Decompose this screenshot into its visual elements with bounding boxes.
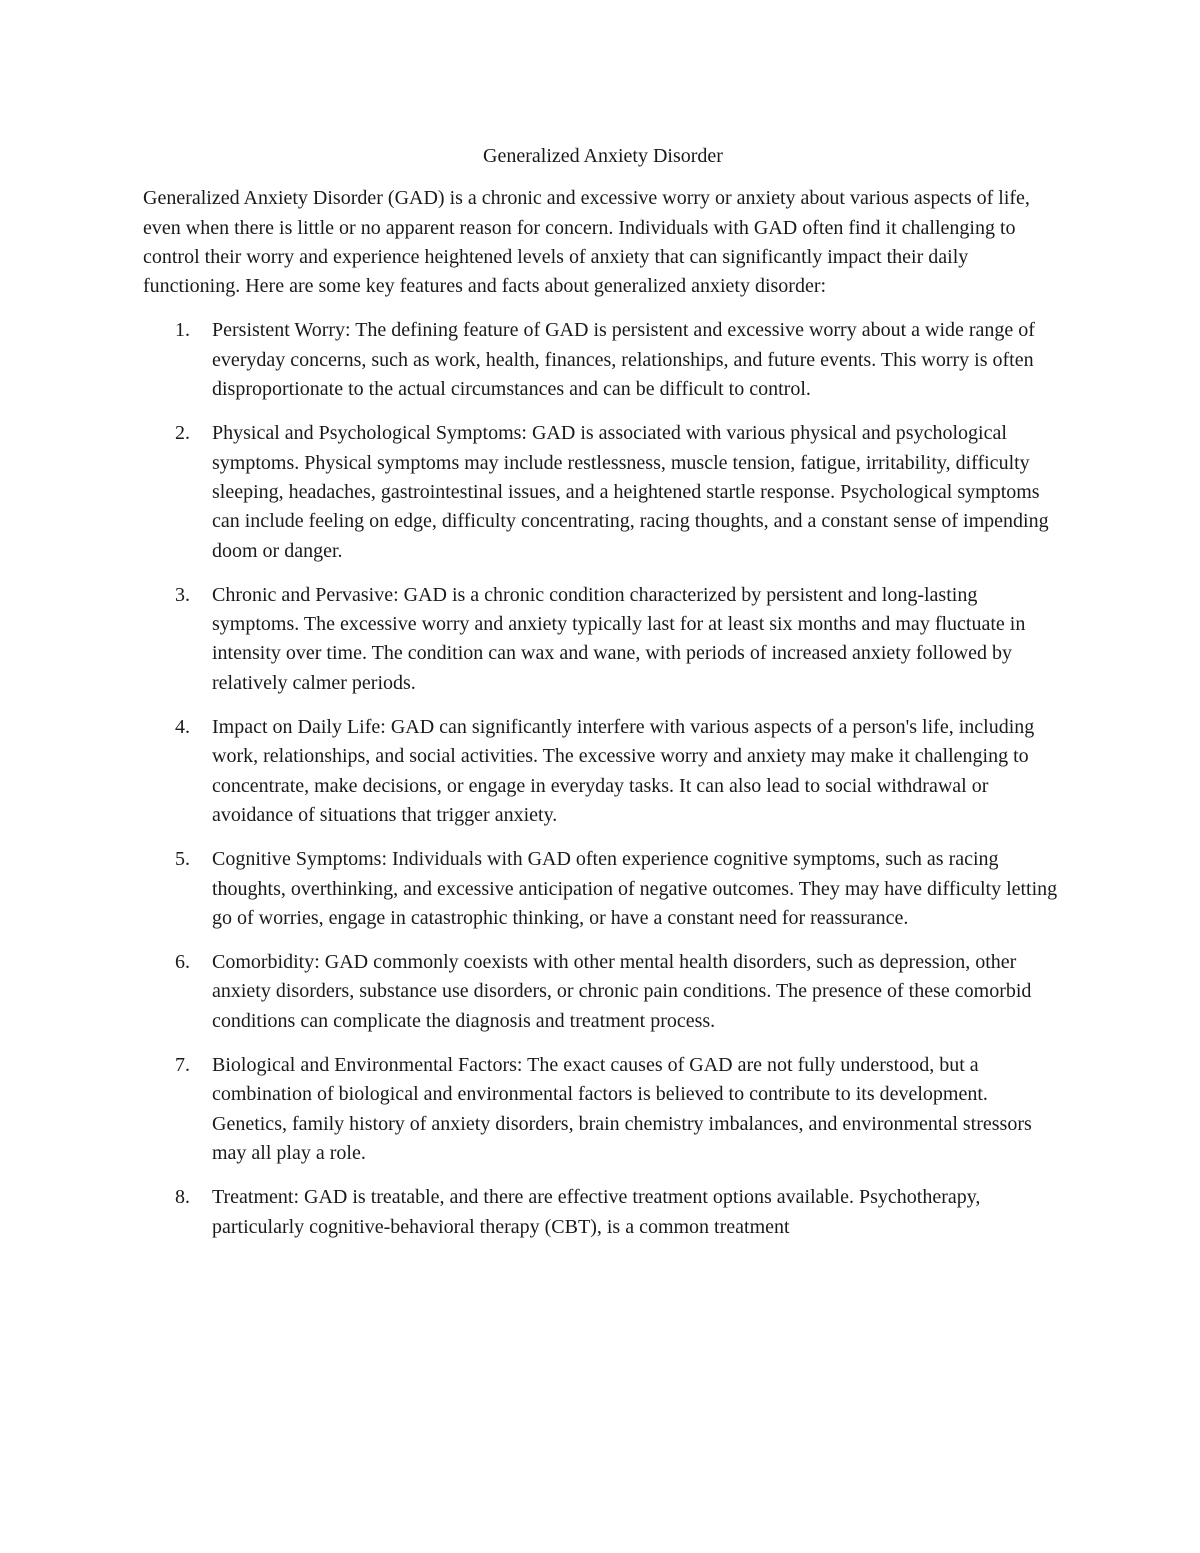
list-item-number: 3.	[175, 583, 190, 606]
list-item-number: 8.	[175, 1186, 190, 1209]
list-item-text: Comorbidity: GAD commonly coexists with other mental health disorders, such as depression, other anxiety disorders, substance use disorders, or chronic pain conditions. The presence of these comorbid conditions can complicate the diagnosis and treatment process.	[212, 951, 1032, 1032]
list-item	[143, 1183, 1063, 1242]
document-body	[143, 142, 1063, 1257]
key-features-list	[143, 316, 1063, 1241]
list-item	[143, 419, 1063, 565]
list-item-text: Biological and Environmental Factors: The exact causes of GAD are not fully understood, but a combination of biological and environmental factors is believed to contribute to its development. Genetics, family history of anxiety disorders, brain chemistry imbalances, and environmental stressors may all play a role.	[212, 1054, 1032, 1164]
list-item-number: 7.	[175, 1054, 190, 1077]
list-item	[143, 1051, 1063, 1168]
list-item-text: Chronic and Pervasive: GAD is a chronic condition characterized by persistent and long-lasting symptoms. The excessive worry and anxiety typically last for at least six months and may fluctuate in intensity over time. The condition can wax and wane, with periods of increased anxiety followed by relatively calmer periods.	[212, 583, 1026, 694]
list-item-number: 1.	[175, 319, 190, 342]
document-title: Generalized Anxiety Disorder	[483, 145, 723, 167]
list-item-number: 6.	[175, 951, 190, 974]
list-item-number: 5.	[175, 848, 190, 871]
intro-paragraph: Generalized Anxiety Disorder (GAD) is a chronic and excessive worry or anxiety about various aspects of life, even when there is little or no apparent reason for concern. Individuals with GAD often find it challenging to control their worry and experience heightened levels of anxiety that can significantly impact their daily functioning. Here are some key features and facts about generalized anxiety disorder:	[143, 187, 1030, 298]
list-item-text: Cognitive Symptoms: Individuals with GAD often experience cognitive symptoms, such as racing thoughts, overthinking, and excessive anticipation of negative outcomes. They may have difficulty letting go of worries, engage in catastrophic thinking, or have a constant need for reassurance.	[212, 848, 1058, 929]
list-item	[143, 713, 1063, 830]
list-item	[143, 948, 1063, 1036]
list-item	[143, 845, 1063, 933]
list-item-text: Treatment: GAD is treatable, and there are effective treatment options available. Psychotherapy, particularly cognitive-behavioral therapy (CBT), is a common treatment	[212, 1186, 981, 1238]
list-item-text: Persistent Worry: The defining feature of GAD is persistent and excessive worry about a wide range of everyday concerns, such as work, health, finances, relationships, and future events. This worry is often disproportionate to the actual circumstances and can be difficult to control.	[212, 319, 1035, 401]
list-item-number: 4.	[175, 716, 190, 739]
list-item	[143, 581, 1063, 698]
list-item	[143, 316, 1063, 404]
list-item-text: Impact on Daily Life: GAD can significantly interfere with various aspects of a person's life, including work, relationships, and social activities. The excessive worry and anxiety may make it challenging to concentrate, make decisions, or engage in everyday tasks. It can also lead to social withdrawal or avoidance of situations that trigger anxiety.	[212, 716, 1035, 826]
list-item-number: 2.	[175, 422, 190, 445]
list-item-text: Physical and Psychological Symptoms: GAD is associated with various physical and psychological symptoms. Physical symptoms may include restlessness, muscle tension, fatigue, irritability, difficulty sleeping, headaches, gastrointestinal issues, and a heightened startle response. Psychological symptoms can include feeling on edge, difficulty concentrating, racing thoughts, and a constant sense of impending doom or danger.	[212, 422, 1049, 562]
